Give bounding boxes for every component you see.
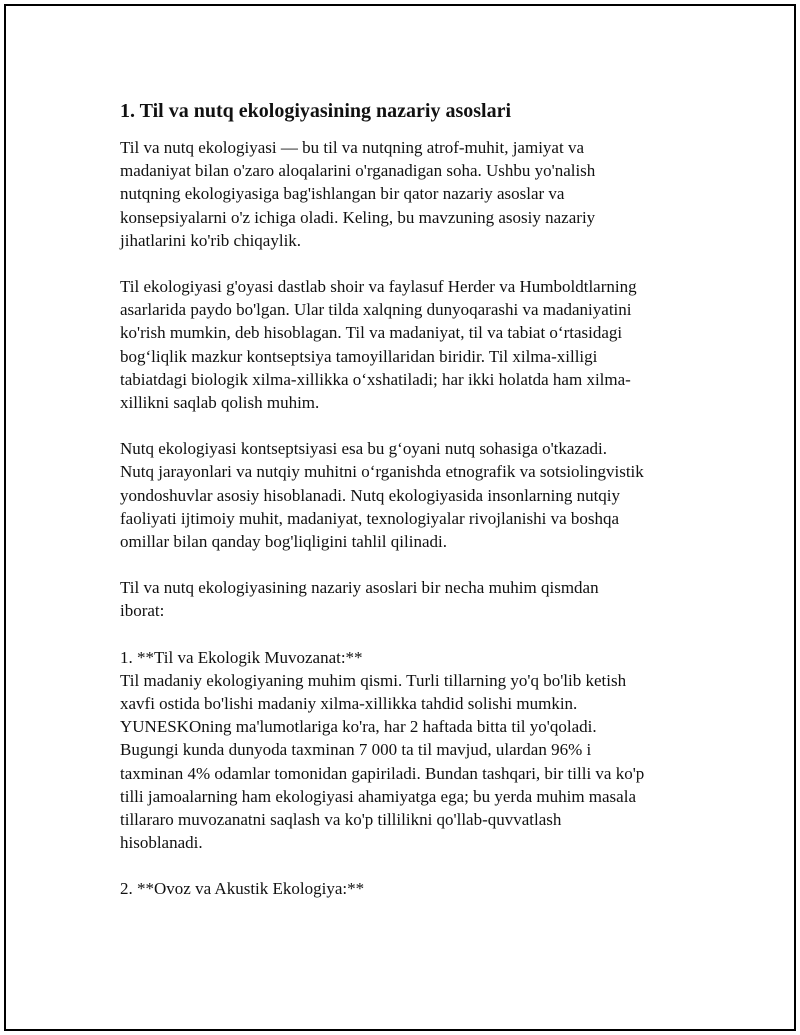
paragraph-language-ecology: Til ekologiyasi g'oyasi dastlab shoir va faylasuf Herder va Humboldtlarning asarlarida paydo bo'lgan. Ular tilda xalqning dunyoqarashi va madaniyatini ko'rish mumkin, deb hisoblagan. Til va madaniyat, til va tabiat o‘rtasidagi bog‘liqlik mazkur kontseptsiya tamoyillaridan biridir. Til xilma-xilligi tabiatdagi biologik xilma-xillikka o‘xshatiladi; har ikki holatda ham xilma- xillikni saqlab qolish muhim. [120,277,637,413]
document-content [120,98,710,924]
paragraph-speech-ecology: Nutq ekologiyasi kontseptsiyasi esa bu g‘oyani nutq sohasiga o'tkazadi. Nutq jarayonlari va nutqiy muhitni o‘rganishda etnografik va sotsiolingvistik yondoshuvlar asosiy hisoblanadi. Nutq ekologiyasida insonlarning nutqiy faoliyati ijtimoiy muhit, madaniyat, texnologiyalar rivojlanishi va boshqa omillar bilan qanday bog'liqligini tahlil qilinadi. [120,439,644,552]
paragraph-foundations-intro: Til va nutq ekologiyasining nazariy asoslari bir necha muhim qismdan iborat: [120,578,599,621]
paragraph-intro: Til va nutq ekologiyasi — bu til va nutqning atrof-muhit, jamiyat va madaniyat bilan o'zaro aloqalarini o'rganadigan soha. Ushbu yo'nalish nutqning ekologiyasiga bag'ishlangan bir qator nazariy asoslar va konsepsiyalarni o'z ichiga oladi. Keling, bu mavzuning asosiy nazariy jihatlarini ko'rib chiqaylik. [120,138,596,250]
list-item-acoustic-ecology: 2. **Ovoz va Akustik Ekologiya:** [120,879,365,899]
section-heading: 1. Til va nutq ekologiyasining nazariy asoslari [120,100,512,122]
list-item-ecological-balance: 1. **Til va Ekologik Muvozanat:** Til madaniy ekologiyaning muhim qismi. Turli tillarning yo'q bo'lib ketish xavfi ostida bo'lishi madaniy xilma-xillikka tahdid solishi mumkin. YUNESKOning ma'lumotlariga ko'ra, har 2 haftada bitta til yo'qoladi. Bugungi kunda dunyoda taxminan 7 000 ta til mavjud, ulardan 96% i taxminan 4% odamlar tomonidan gapiriladi. Bundan tashqari, bir tilli va ko'p tilli jamoalarning ham ekologiyasi ahamiyatga ega; bu yerda muhim masala tillararo muvozanatni saqlash va ko'p tillilikni qo'llab-quvvatlash hisoblanadi. [120,647,645,853]
document-page [4,4,796,1031]
